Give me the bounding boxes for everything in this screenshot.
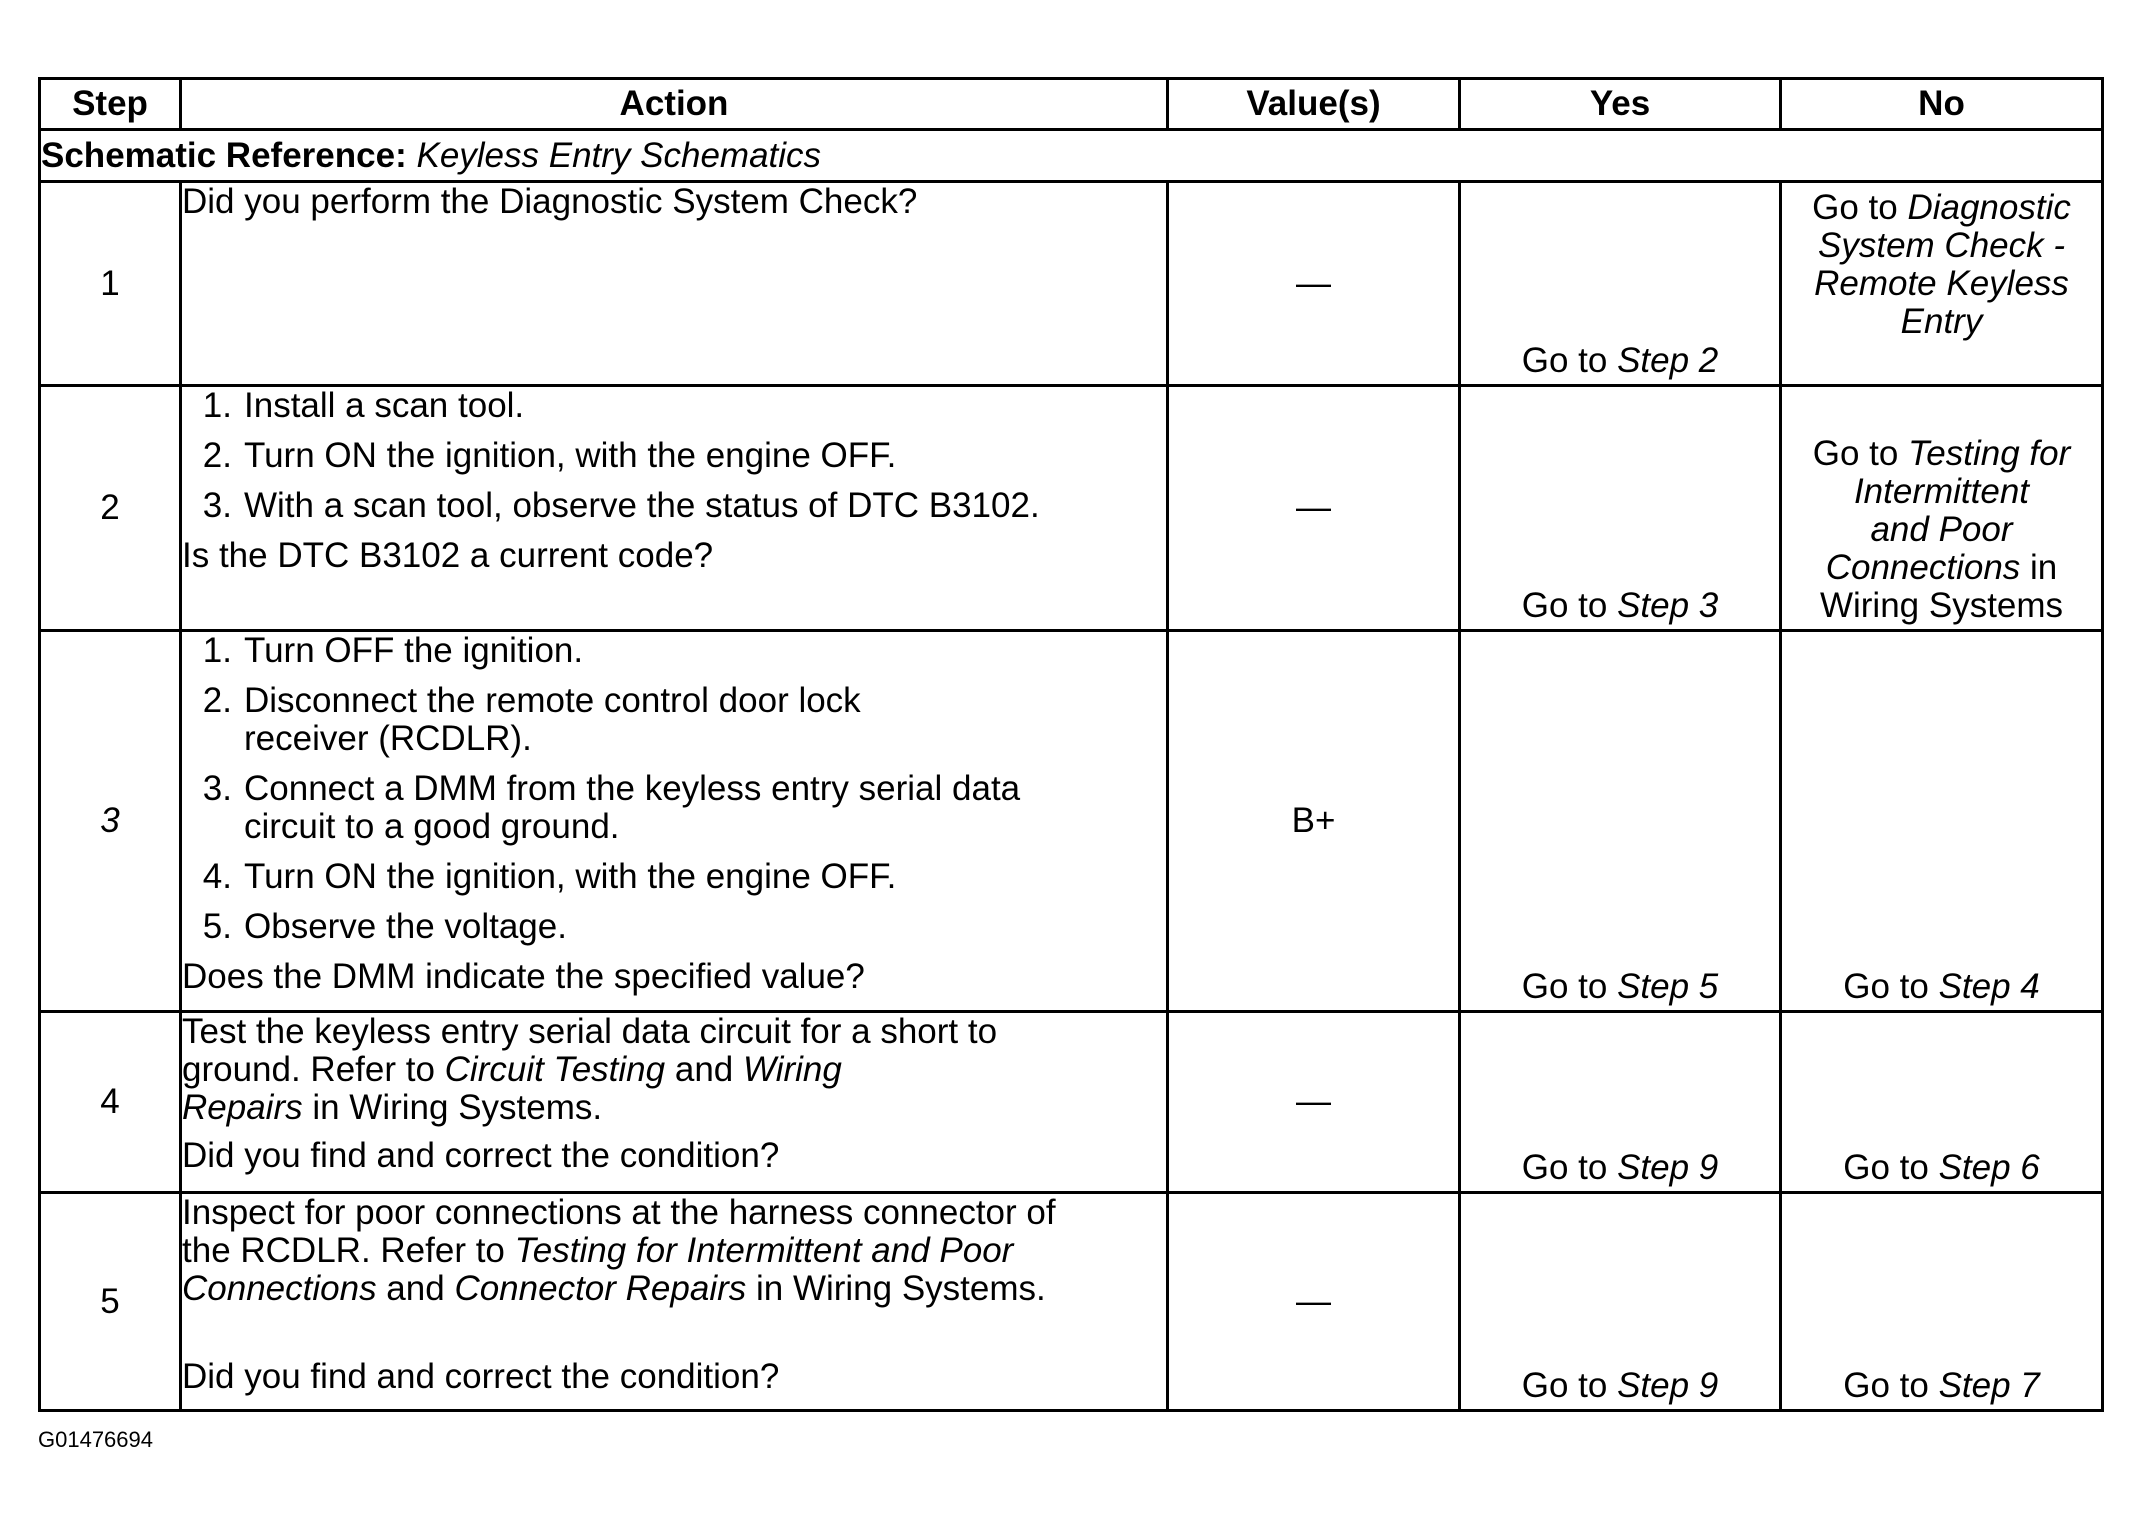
action-text-line: Inspect for poor connections at the harness connector of bbox=[182, 1193, 1056, 1232]
action-text-line: Test the keyless entry serial data circuit for a short to bbox=[182, 1012, 998, 1051]
schematic-reference-link[interactable]: Keyless Entry Schematics bbox=[416, 135, 822, 175]
yes-cell bbox=[1460, 1012, 1781, 1193]
no-cell bbox=[1781, 631, 2103, 1012]
reference-link[interactable]: Repairs bbox=[182, 1088, 303, 1127]
action-step-text: Install a scan tool. bbox=[244, 386, 525, 425]
no-link-part[interactable]: Diagnostic bbox=[1907, 188, 2071, 227]
action-step-line: circuit to a good ground. bbox=[244, 807, 620, 846]
action-question: Is the DTC B3102 a current code? bbox=[182, 536, 714, 575]
action-step-number: 5. bbox=[202, 907, 232, 946]
reference-link[interactable]: Wiring bbox=[742, 1050, 842, 1089]
diagnostic-table bbox=[38, 77, 2104, 1412]
action-step bbox=[182, 858, 1166, 896]
yes-prefix: Go to bbox=[1521, 1148, 1618, 1187]
action-step-text: Turn OFF the ignition. bbox=[244, 631, 584, 670]
action-steps-list bbox=[182, 632, 1166, 946]
no-step-link[interactable]: Step 6 bbox=[1938, 1148, 2040, 1187]
action-step-number: 3. bbox=[202, 769, 232, 808]
yes-cell bbox=[1460, 631, 1781, 1012]
no-prefix: Go to bbox=[1843, 967, 1939, 1006]
yes-cell bbox=[1460, 1193, 1781, 1411]
action-step-number: 3. bbox=[202, 486, 232, 525]
value-cell: — bbox=[1168, 386, 1460, 631]
schematic-reference-label: Schematic Reference: bbox=[41, 135, 407, 175]
figure-id: G01476694 bbox=[38, 1427, 153, 1452]
action-step bbox=[182, 908, 1166, 946]
yes-step-link[interactable]: Step 5 bbox=[1617, 967, 1719, 1006]
action-step-number: 1. bbox=[202, 386, 232, 425]
no-link-part[interactable]: Entry bbox=[1900, 302, 1983, 341]
no-cell bbox=[1781, 386, 2103, 631]
yes-prefix: Go to bbox=[1521, 967, 1618, 1006]
action-step-text: Turn ON the ignition, with the engine OFF. bbox=[244, 436, 897, 475]
no-link-part[interactable]: Testing for bbox=[1908, 434, 2071, 473]
header-action: Action bbox=[181, 79, 1168, 130]
action-cell bbox=[181, 1193, 1168, 1411]
no-prefix: Go to bbox=[1843, 1148, 1939, 1187]
action-cell bbox=[181, 182, 1168, 386]
action-text-part: in Wiring Systems. bbox=[746, 1269, 1046, 1308]
action-text: Did you perform the Diagnostic System Check? bbox=[182, 182, 918, 221]
yes-prefix: Go to bbox=[1521, 1366, 1618, 1405]
header-values: Value(s) bbox=[1168, 79, 1460, 130]
no-step-link[interactable]: Step 4 bbox=[1938, 967, 2040, 1006]
value-cell: — bbox=[1168, 182, 1460, 386]
action-text-part: ground. Refer to bbox=[182, 1050, 445, 1089]
header-yes: Yes bbox=[1460, 79, 1781, 130]
no-link-part[interactable]: Remote Keyless bbox=[1814, 264, 2069, 303]
action-step-line: receiver (RCDLR). bbox=[244, 719, 532, 758]
action-cell bbox=[181, 1012, 1168, 1193]
no-cell bbox=[1781, 1012, 2103, 1193]
reference-link[interactable]: Testing for Intermittent and Poor bbox=[514, 1231, 1014, 1270]
table-row bbox=[40, 631, 2103, 1012]
step-number: 2 bbox=[40, 386, 181, 631]
action-text-line bbox=[182, 1232, 1166, 1270]
value-cell: — bbox=[1168, 1193, 1460, 1411]
value-cell: — bbox=[1168, 1012, 1460, 1193]
action-text-part: the RCDLR. Refer to bbox=[182, 1231, 515, 1270]
header-step: Step bbox=[40, 79, 181, 130]
value-cell: B+ bbox=[1168, 631, 1460, 1012]
action-step-number: 1. bbox=[202, 631, 232, 670]
action-step-line: Connect a DMM from the keyless entry serial data bbox=[244, 769, 1021, 808]
action-text-part: and bbox=[665, 1050, 743, 1089]
table-row bbox=[40, 386, 2103, 631]
yes-step-link[interactable]: Step 9 bbox=[1617, 1366, 1719, 1405]
no-cell bbox=[1781, 182, 2103, 386]
action-text-line bbox=[182, 1089, 1166, 1127]
step-number: 4 bbox=[40, 1012, 181, 1193]
action-step bbox=[182, 632, 1166, 670]
yes-prefix: Go to bbox=[1521, 586, 1618, 625]
action-step-text bbox=[244, 682, 1166, 758]
action-step-number: 4. bbox=[202, 857, 232, 896]
schematic-reference bbox=[40, 130, 2103, 182]
action-step bbox=[182, 437, 1166, 475]
yes-cell bbox=[1460, 386, 1781, 631]
yes-prefix: Go to bbox=[1521, 341, 1618, 380]
table-row bbox=[40, 1012, 2103, 1193]
reference-link[interactable]: Circuit Testing bbox=[444, 1050, 666, 1089]
no-link-part[interactable]: Connections bbox=[1825, 548, 2021, 587]
action-steps-list bbox=[182, 387, 1166, 525]
action-question: Does the DMM indicate the specified value? bbox=[182, 957, 865, 996]
action-text-line bbox=[182, 1051, 1166, 1089]
action-cell bbox=[181, 631, 1168, 1012]
action-step-text bbox=[244, 770, 1166, 846]
action-step-text: With a scan tool, observe the status of DTC B3102. bbox=[244, 486, 1040, 525]
table-row bbox=[40, 182, 2103, 386]
yes-step-link[interactable]: Step 9 bbox=[1617, 1148, 1719, 1187]
action-question: Did you find and correct the condition? bbox=[182, 1136, 780, 1175]
table-row bbox=[40, 1193, 2103, 1411]
yes-step-link[interactable]: Step 3 bbox=[1617, 586, 1719, 625]
action-step-number: 2. bbox=[202, 436, 232, 475]
no-link-part[interactable]: System Check - bbox=[1818, 226, 2065, 265]
table-header-row bbox=[40, 79, 2103, 130]
no-prefix: Go to bbox=[1812, 188, 1908, 227]
reference-link[interactable]: Connections bbox=[182, 1269, 377, 1308]
reference-link[interactable]: Connector Repairs bbox=[454, 1269, 747, 1308]
step-number: 3 bbox=[40, 631, 181, 1012]
action-step bbox=[182, 387, 1166, 425]
action-step bbox=[182, 682, 1166, 758]
action-step-text: Observe the voltage. bbox=[244, 907, 567, 946]
no-suffix: Wiring Systems bbox=[1819, 586, 2064, 625]
action-text-line bbox=[182, 1270, 1166, 1308]
action-text-part: and bbox=[376, 1269, 455, 1308]
action-step-line: Disconnect the remote control door lock bbox=[244, 681, 861, 720]
action-text-part: in Wiring Systems. bbox=[302, 1088, 603, 1127]
no-step-link[interactable]: Step 7 bbox=[1938, 1366, 2040, 1405]
yes-cell bbox=[1460, 182, 1781, 386]
no-link-part[interactable]: and Poor bbox=[1870, 510, 2013, 549]
no-link-part[interactable]: Intermittent bbox=[1853, 472, 2030, 511]
action-step bbox=[182, 487, 1166, 525]
no-cell bbox=[1781, 1193, 2103, 1411]
action-step bbox=[182, 770, 1166, 846]
no-prefix: Go to bbox=[1843, 1366, 1939, 1405]
no-suffix: in bbox=[2020, 548, 2058, 587]
action-step-text: Turn ON the ignition, with the engine OFF. bbox=[244, 857, 897, 896]
step-number: 5 bbox=[40, 1193, 181, 1411]
step-number: 1 bbox=[40, 182, 181, 386]
no-prefix: Go to bbox=[1812, 434, 1909, 473]
action-question: Did you find and correct the condition? bbox=[182, 1357, 780, 1396]
action-cell bbox=[181, 386, 1168, 631]
action-step-number: 2. bbox=[202, 681, 232, 720]
header-no: No bbox=[1781, 79, 2103, 130]
schematic-reference-row bbox=[40, 130, 2103, 182]
yes-step-link[interactable]: Step 2 bbox=[1617, 341, 1719, 380]
